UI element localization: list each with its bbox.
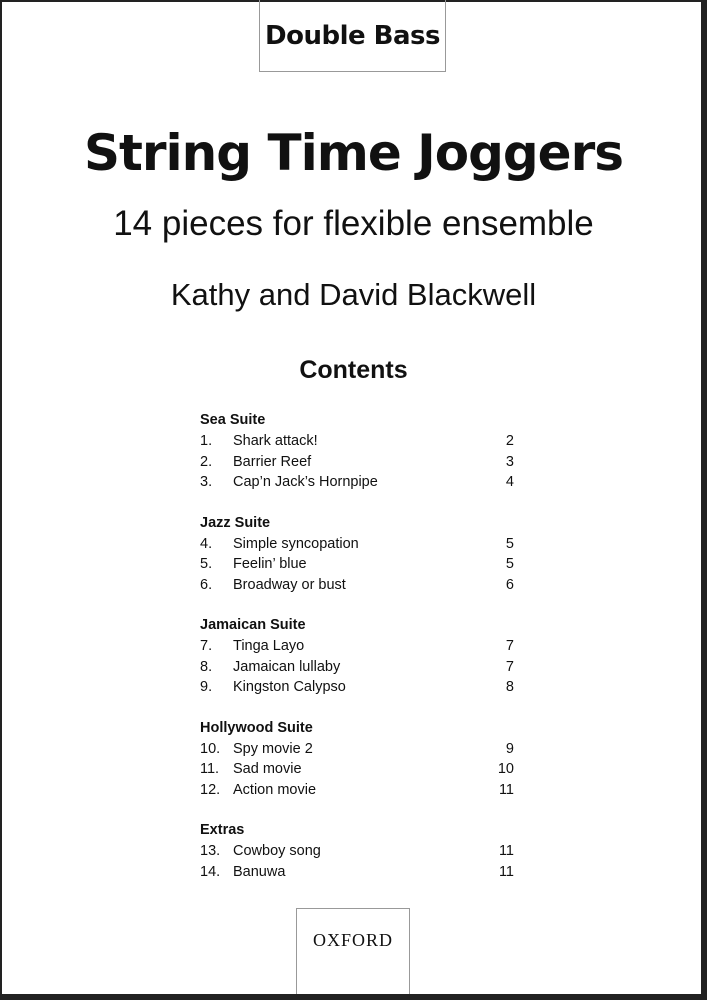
entry-number: 11. (200, 761, 220, 777)
entry-page-number: 3 (505, 453, 514, 470)
toc-entry (200, 841, 520, 862)
entry-page-number: 2 (505, 433, 514, 449)
suite-section (200, 410, 520, 493)
entry-page-number: 5 (505, 535, 514, 552)
toc-entry (200, 554, 520, 575)
entry-page-number: 11 (498, 863, 514, 880)
entry-number: 7. (200, 638, 213, 654)
entry-number: 8. (200, 658, 213, 675)
book-authors: Kathy and David Blackwell (170, 277, 537, 312)
entry-title: Jamaican lullaby (233, 658, 341, 675)
entry-page-number: 11 (498, 781, 514, 798)
toc-entry (200, 677, 520, 698)
entry-title: Spy movie 2 (233, 740, 313, 757)
entry-title: Tinga Layo (233, 638, 305, 654)
suite-section (200, 615, 520, 698)
entry-title: Cap’n Jack’s Hornpipe (233, 474, 378, 490)
suite-title: Jazz Suite (200, 514, 271, 531)
entry-number: 6. (200, 576, 213, 593)
toc-entry (200, 636, 520, 657)
entry-page-number: 4 (505, 474, 514, 490)
toc-entry (200, 759, 520, 780)
entry-number: 4. (200, 535, 213, 552)
entry-page-number: 7 (505, 638, 514, 654)
entry-page-number: 5 (505, 556, 514, 572)
suite-title: Hollywood Suite (200, 719, 313, 736)
toc-entry (200, 780, 520, 801)
toc-entry (200, 452, 520, 473)
entry-page-number: 6 (505, 576, 514, 593)
entry-page-number: 11 (498, 843, 514, 859)
table-of-contents (200, 410, 520, 902)
entry-title: Broadway or bust (233, 576, 346, 593)
entry-title: Sad movie (233, 761, 302, 777)
instrument-label: Double Bass (265, 20, 440, 51)
suite-section (200, 718, 520, 801)
suite-title: Jamaican Suite (200, 617, 306, 633)
book-title: String Time Joggers (83, 124, 624, 182)
entry-page-number: 8 (505, 679, 514, 695)
toc-entry (200, 472, 520, 493)
entry-title: Action movie (233, 781, 317, 798)
entry-number: 3. (200, 474, 213, 490)
suite-title: Extras (200, 822, 245, 838)
entry-title: Barrier Reef (233, 453, 312, 470)
toc-entry (200, 862, 520, 883)
contents-heading: Contents (299, 356, 408, 384)
suite-title: Sea Suite (200, 412, 266, 428)
toc-entry (200, 657, 520, 678)
publisher-logo: OXFORD (312, 930, 393, 950)
entry-number: 1. (200, 433, 213, 449)
entry-number: 10. (200, 740, 221, 757)
publisher-box (296, 908, 410, 994)
toc-entry (200, 739, 520, 760)
suite-section (200, 820, 520, 882)
book-subtitle: 14 pieces for flexible ensemble (113, 204, 594, 243)
entry-title: Feelin’ blue (233, 556, 307, 572)
entry-number: 5. (200, 556, 213, 572)
entry-number: 9. (200, 679, 213, 695)
entry-number: 14. (200, 863, 221, 880)
entry-title: Simple syncopation (233, 535, 359, 552)
toc-entry (200, 575, 520, 596)
entry-page-number: 7 (505, 658, 514, 675)
entry-page-number: 9 (505, 740, 514, 757)
entry-page-number: 10 (497, 761, 514, 777)
instrument-box (259, 0, 446, 72)
toc-entry (200, 534, 520, 555)
entry-title: Kingston Calypso (233, 679, 346, 695)
entry-number: 12. (200, 781, 221, 798)
entry-title: Shark attack! (233, 433, 318, 449)
toc-entry (200, 431, 520, 452)
entry-title: Cowboy song (233, 843, 321, 859)
entry-number: 13. (200, 843, 221, 859)
entry-title: Banuwa (233, 863, 286, 880)
suite-section (200, 513, 520, 596)
entry-number: 2. (200, 453, 213, 470)
